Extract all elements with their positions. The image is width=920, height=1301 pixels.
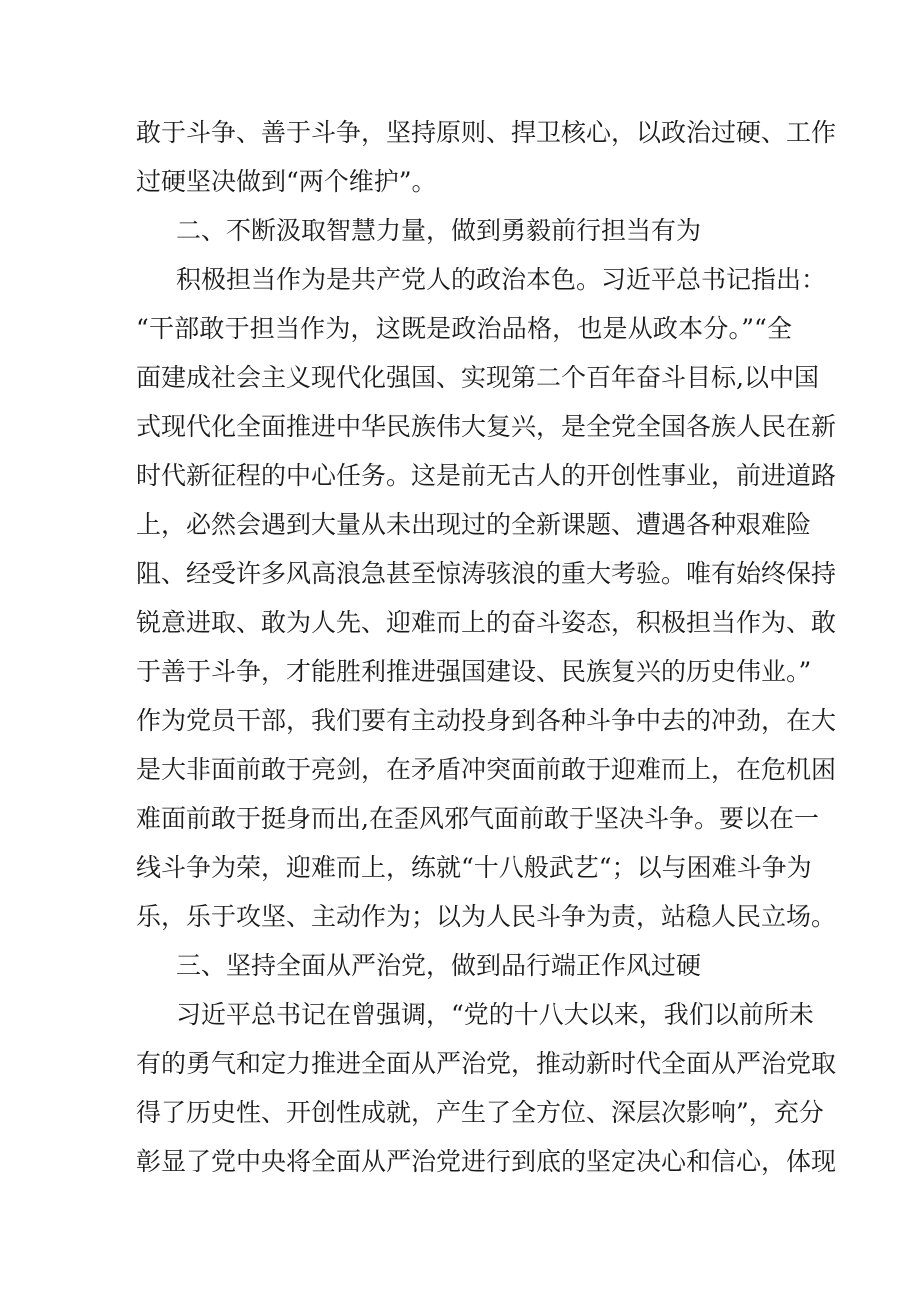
text-line: 乐，乐于攻坚、主动作为；以为人民斗争为责，站稳人民立场。	[136, 902, 837, 931]
text-line: 二、不断汲取智慧力量，做到勇毅前行担当有为	[176, 216, 702, 245]
document-body	[136, 108, 837, 1186]
text-line: 彰显了党中央将全面从严治党进行到底的坚定决心和信心，体现	[136, 1147, 837, 1176]
text-line: 敢于斗争、善于斗争，坚持原则、捍卫核心，以政治过硬、工作	[136, 118, 837, 147]
text-line: 时代新征程的中心任务。这是前无古人的开创性事业，前进道路	[136, 461, 837, 490]
text-line: 阻、经受许多风高浪急甚至惊涛骇浪的重大考验。唯有始终保持	[136, 559, 837, 588]
paragraph-lines	[136, 108, 837, 1186]
text-line: 三、坚持全面从严治党，做到品行端正作风过硬	[176, 951, 702, 980]
text-line: 难面前敢于挺身而出,在歪风邪气面前敢于坚决斗争。要以在一	[136, 804, 819, 833]
text-line: 有的勇气和定力推进全面从严治党，推动新时代全面从严治党取	[136, 1049, 837, 1078]
text-line: 面建成社会主义现代化强国、实现第二个百年奋斗目标,以中国	[136, 363, 819, 392]
text-line: 过硬坚决做到“两个维护”。	[136, 167, 437, 196]
text-line: 作为党员干部，我们要有主动投身到各种斗争中去的冲劲，在大	[136, 706, 837, 735]
text-line: 式现代化全面推进中华民族伟大复兴，是全党全国各族人民在新	[136, 412, 837, 441]
text-line: 得了历史性、开创性成就，产生了全方位、深层次影响”，充分	[136, 1098, 824, 1127]
text-line: 是大非面前敢于亮剑，在矛盾冲突面前敢于迎难而上，在危机困	[136, 755, 837, 784]
text-line: 锐意进取、敢为人先、迎难而上的奋斗姿态，积极担当作为、敢	[136, 608, 837, 637]
text-line: 线斗争为荣，迎难而上，练就“十八般武艺“；以与困难斗争为	[136, 853, 812, 882]
text-line: 上，必然会遇到大量从未出现过的全新课题、遭遇各种艰难险	[136, 510, 812, 539]
text-line: “干部敢于担当作为，这既是政治品格，也是从政本分。”“全	[136, 314, 792, 343]
text-line: 积极担当作为是共产党人的政治本色。习近平总书记指出：	[176, 265, 827, 294]
text-line: 习近平总书记在曾强调，“党的十八大以来，我们以前所未	[176, 1000, 814, 1029]
text-line: 于善于斗争，才能胜利推进强国建设、民族复兴的历史伟业。”	[136, 657, 812, 686]
